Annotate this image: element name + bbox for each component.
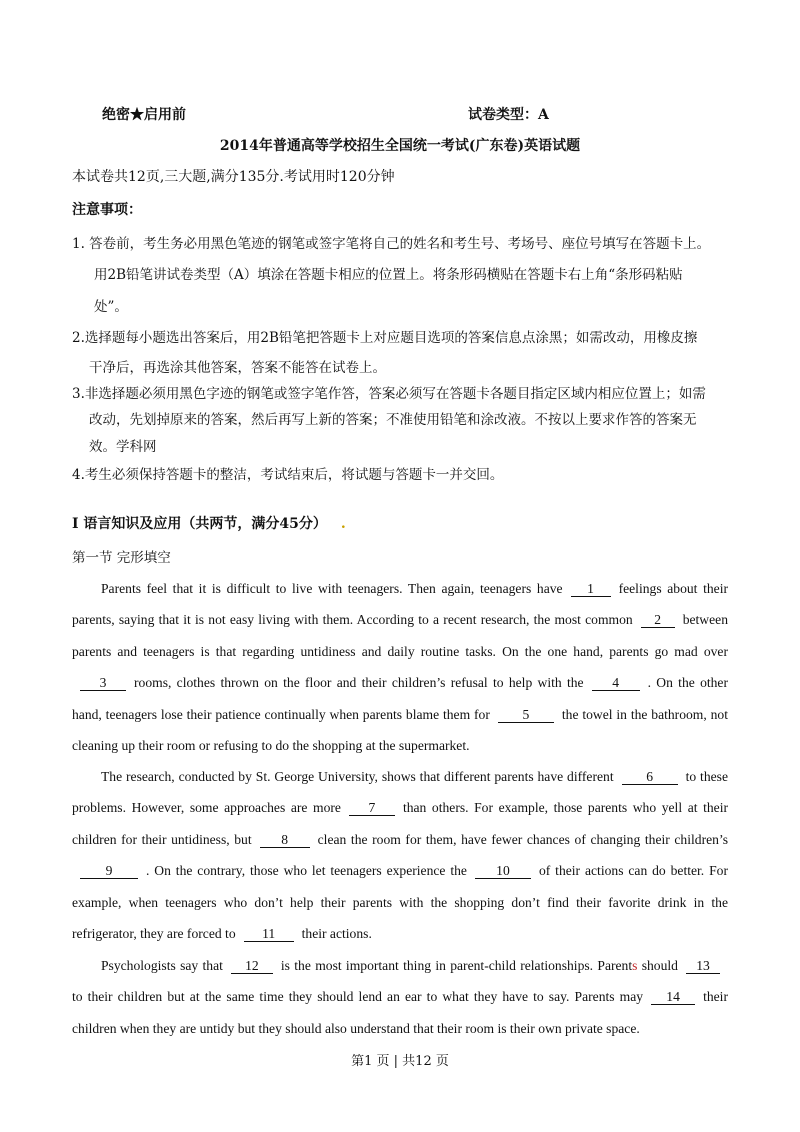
answer-blank-11[interactable]: 11 xyxy=(244,926,294,942)
passage-text: to their children but at the same time they should lend an ear to what they have to say. Parents may xyxy=(72,989,644,1005)
passage-text: to these problems. However, some approaches are more xyxy=(72,769,728,816)
passage-text: . On the contrary, those who let teenagers experience the xyxy=(146,863,467,879)
notice-heading: 注意事项： xyxy=(72,202,142,218)
passage-text: between parents and teenagers is that regarding untidiness and daily routine tasks. On the one hand, parents go mad over xyxy=(72,612,728,659)
notice-line: 1. 答卷前，考生务必用黑色笔迹的钢笔或签字笔将自己的姓名和考生号、考场号、座位号填写在答题卡上。 xyxy=(72,236,711,252)
passage-text: clean the room for them, have fewer chances of changing their children’s xyxy=(317,831,729,847)
answer-blank-1[interactable]: 1 xyxy=(571,581,611,597)
notice-line: 2.选择题每小题选出答案后，用2B铅笔把答题卡上对应题目选项的答案信息点涂黑；如需改动，用橡皮擦 xyxy=(72,330,698,346)
passage-text: is the most important thing in parent-child relationships. Parent xyxy=(280,958,633,973)
notice-line: 用2B铅笔讲试卷类型（A）填涂在答题卡相应的位置上。将条形码横贴在答题卡右上角“条形码粘贴 xyxy=(94,267,683,283)
passage-text: their children when they are untidy but they should also understand that their room is their own private space. xyxy=(72,989,728,1036)
passage-text: the towel in the bathroom, not cleaning up their room or refusing to do the shopping at the supermarket. xyxy=(72,706,728,754)
passage-paragraph-3 xyxy=(72,950,728,1044)
passage-text: rooms, clothes thrown on the floor and their children’s refusal to help with the xyxy=(134,675,584,691)
answer-blank-6[interactable]: 6 xyxy=(622,769,678,785)
passage-text: Parents feel that it is difficult to live with teenagers. Then again, teenagers have xyxy=(101,581,563,596)
notice-line: 3.非选择题必须用黑色字迹的钢笔或签字笔作答，答案必须写在答题卡各题目指定区域内相应位置上；如需 xyxy=(72,386,706,402)
answer-blank-8[interactable]: 8 xyxy=(260,832,310,848)
page-footer: 第1 页 | 共12 页 xyxy=(351,1054,449,1069)
notice-line: 干净后，再选涂其他答案，答案不能答在试卷上。 xyxy=(89,360,386,376)
passage-text: Psychologists say that xyxy=(101,958,223,973)
highlighted-letter: s xyxy=(632,958,638,973)
notice-line: 改动，先划掉原来的答案，然后再写上新的答案；不准使用铅笔和涂改液。不按以上要求作答的答案无 xyxy=(89,412,697,428)
exam-intro: 本试卷共12页,三大题,满分135分.考试用时120分钟 xyxy=(72,169,395,185)
answer-blank-12[interactable]: 12 xyxy=(231,958,273,974)
passage-text: feelings about their parents, saying that it is not easy living with them. According to a recent research, the most common xyxy=(72,581,728,628)
answer-blank-9[interactable]: 9 xyxy=(80,863,138,879)
passage-text: should xyxy=(641,958,678,973)
passage-text: The research, conducted by St. George University, shows that different parents have different xyxy=(101,769,614,784)
answer-blank-10[interactable]: 10 xyxy=(475,863,531,879)
section-subtitle: 第一节 完形填空 xyxy=(72,550,171,566)
answer-blank-4[interactable]: 4 xyxy=(592,675,640,691)
answer-blank-13[interactable]: 13 xyxy=(686,958,720,974)
passage-text: their actions. xyxy=(301,926,372,942)
answer-blank-14[interactable]: 14 xyxy=(651,989,695,1005)
answer-blank-3[interactable]: 3 xyxy=(80,675,126,691)
answer-blank-5[interactable]: 5 xyxy=(498,707,554,723)
answer-blank-7[interactable]: 7 xyxy=(349,800,395,816)
confidential-label: 绝密★启用前 xyxy=(102,107,186,123)
section-title: I 语言知识及应用（共两节，满分45分） xyxy=(72,516,327,532)
passage-text: . On the other hand, teenagers lose their patience continually when parents blame them for xyxy=(72,675,728,722)
passage-paragraph-2 xyxy=(72,761,728,949)
section-heading xyxy=(72,513,346,533)
passage-text: than others. For example, those parents who yell at their children for their untidiness, but xyxy=(72,800,728,847)
passage-text: of their actions can do better. For example, when teenagers who don’t help their parents with the shopping don’t find their favorite drink in the refrigerator, they are forced to xyxy=(72,863,728,942)
notice-line: 效。学科网 xyxy=(89,439,157,455)
notice-line: 4.考生必须保持答题卡的整洁，考试结束后，将试题与答题卡一并交回。 xyxy=(72,467,504,483)
notice-line: 处”。 xyxy=(94,299,128,315)
paper-type-label: 试卷类型：A xyxy=(468,107,549,123)
passage-paragraph-1 xyxy=(72,573,728,761)
page-title: 2014年普通高等学校招生全国统一考试(广东卷)英语试题 xyxy=(219,138,581,154)
answer-blank-2[interactable]: 2 xyxy=(641,612,675,628)
section-dot: . xyxy=(340,516,346,532)
